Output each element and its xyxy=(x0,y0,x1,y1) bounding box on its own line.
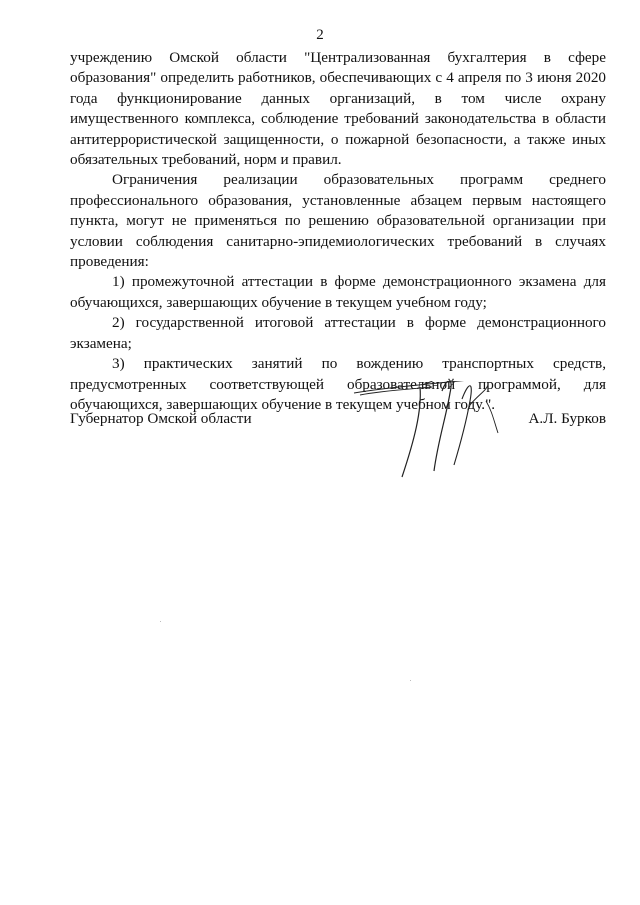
paragraph-restrictions: Ограничения реализации образовательных программ среднего профессионального образования, установленные абзацем первым настоящего пункта, могут не применяться по решению образовательной организации при условии соблюдения санитарно-эпидемиологических требований в случаях проведения: xyxy=(70,171,606,271)
document-body xyxy=(70,48,606,415)
handwritten-signature xyxy=(350,381,530,481)
signer-name: А.Л. Бурков xyxy=(528,410,606,427)
page-number: 2 xyxy=(316,27,324,43)
scan-speck xyxy=(410,680,411,681)
list-item-state-attestation: 2) государственной итоговой аттестации в форме демонстрационного экзамена; xyxy=(70,314,606,352)
paragraph-continuation: учреждению Омской области "Централизованная бухгалтерия в сфере образования" определить работников, обеспечивающих с 4 апреля по 3 июня 2020 года функционирование данных организаций, в том числе охрану имущественного комплекса, соблюдение требований законодательства в области антитеррористической защищенности, о пожарной безопасности, а также иных обязательных требований, норм и правил. xyxy=(70,49,606,169)
list-item-intermediate-attestation: 1) промежуточной аттестации в форме демонстрационного экзамена для обучающихся, завершающих обучение в текущем учебном году; xyxy=(70,273,606,311)
list-item-driving-practice: 3) практических занятий по вождению транспортных средств, предусмотренных соответствующей образовательной программой, для обучающихся, завершающих обучение в текущем учебном году.". xyxy=(70,355,606,413)
signer-title: Губернатор Омской области xyxy=(70,410,252,427)
signature-block xyxy=(70,409,606,489)
scan-speck xyxy=(160,621,161,622)
